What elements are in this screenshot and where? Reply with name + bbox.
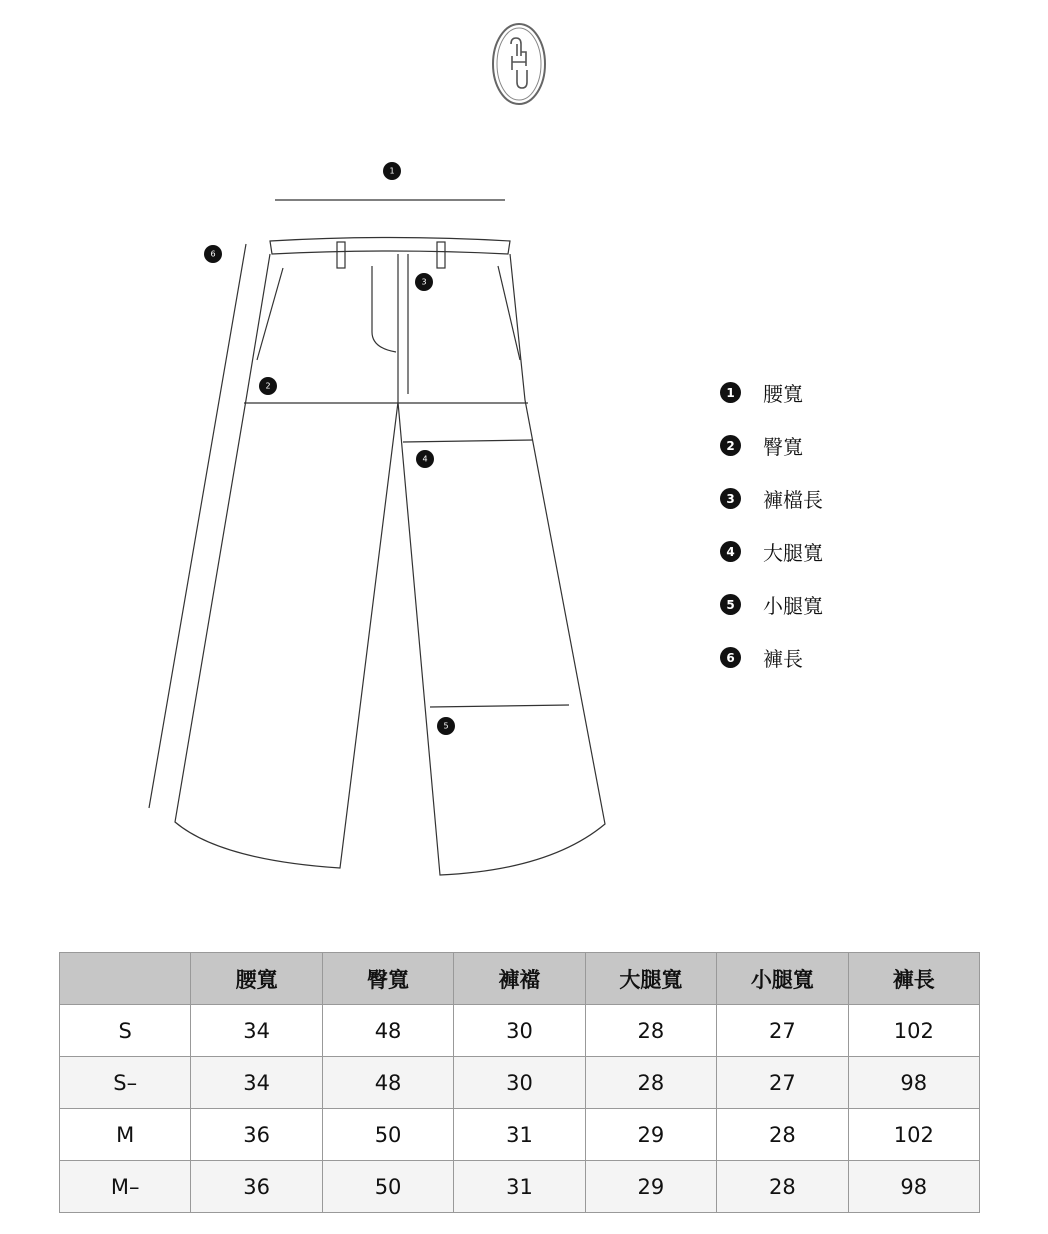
legend-label: 小腿寬 — [763, 594, 823, 618]
table-row — [60, 1005, 980, 1057]
column-header — [60, 953, 191, 1005]
table-cell: 30 — [454, 1005, 585, 1057]
svg-text:4: 4 — [422, 454, 428, 464]
monogram-logo-icon — [490, 22, 548, 106]
column-header: 褲襠 — [454, 953, 585, 1005]
svg-text:1: 1 — [389, 166, 395, 176]
svg-text:6: 6 — [210, 249, 216, 259]
table-cell: 34 — [191, 1057, 322, 1109]
table-cell: 102 — [848, 1109, 979, 1161]
measurement-legend — [720, 366, 823, 684]
table-cell: 102 — [848, 1005, 979, 1057]
table-row — [60, 1161, 980, 1213]
table-cell: 48 — [322, 1005, 453, 1057]
table-cell: 34 — [191, 1005, 322, 1057]
table-cell: 28 — [585, 1005, 716, 1057]
legend-item — [720, 366, 823, 419]
table-cell: 36 — [191, 1161, 322, 1213]
svg-text:3: 3 — [421, 277, 427, 287]
legend-number: 1 — [720, 382, 741, 403]
size-cell: S — [60, 1005, 191, 1057]
size-chart-table — [59, 952, 980, 1213]
column-header: 褲長 — [848, 953, 979, 1005]
table-cell: 50 — [322, 1109, 453, 1161]
table-cell: 28 — [717, 1161, 848, 1213]
table-cell: 31 — [454, 1161, 585, 1213]
table-cell: 31 — [454, 1109, 585, 1161]
legend-label: 大腿寬 — [763, 541, 823, 565]
table-cell: 27 — [717, 1057, 848, 1109]
pants-diagram — [0, 150, 640, 890]
table-cell: 98 — [848, 1057, 979, 1109]
legend-item — [720, 525, 823, 578]
table-cell: 28 — [585, 1057, 716, 1109]
table-cell: 29 — [585, 1161, 716, 1213]
column-header: 大腿寬 — [585, 953, 716, 1005]
legend-item — [720, 631, 823, 684]
table-cell: 28 — [717, 1109, 848, 1161]
column-header: 小腿寬 — [717, 953, 848, 1005]
table-cell: 98 — [848, 1161, 979, 1213]
legend-label: 腰寬 — [763, 382, 803, 406]
table-cell: 30 — [454, 1057, 585, 1109]
table-header-row — [60, 953, 980, 1005]
diagram-markers — [204, 162, 455, 735]
table-cell: 50 — [322, 1161, 453, 1213]
table-cell: 48 — [322, 1057, 453, 1109]
legend-number: 5 — [720, 594, 741, 615]
svg-text:5: 5 — [443, 721, 449, 731]
legend-number: 3 — [720, 488, 741, 509]
legend-item — [720, 419, 823, 472]
legend-label: 褲檔長 — [763, 488, 823, 512]
size-cell: M– — [60, 1161, 191, 1213]
table-cell: 36 — [191, 1109, 322, 1161]
size-cell: M — [60, 1109, 191, 1161]
legend-number: 6 — [720, 647, 741, 668]
legend-number: 2 — [720, 435, 741, 456]
table-cell: 29 — [585, 1109, 716, 1161]
table-cell: 27 — [717, 1005, 848, 1057]
column-header: 臀寬 — [322, 953, 453, 1005]
legend-label: 褲長 — [763, 647, 803, 671]
legend-item — [720, 578, 823, 631]
table-row — [60, 1109, 980, 1161]
table-row — [60, 1057, 980, 1109]
svg-text:2: 2 — [265, 381, 271, 391]
size-cell: S– — [60, 1057, 191, 1109]
legend-label: 臀寬 — [763, 435, 803, 459]
legend-item — [720, 472, 823, 525]
column-header: 腰寬 — [191, 953, 322, 1005]
legend-number: 4 — [720, 541, 741, 562]
